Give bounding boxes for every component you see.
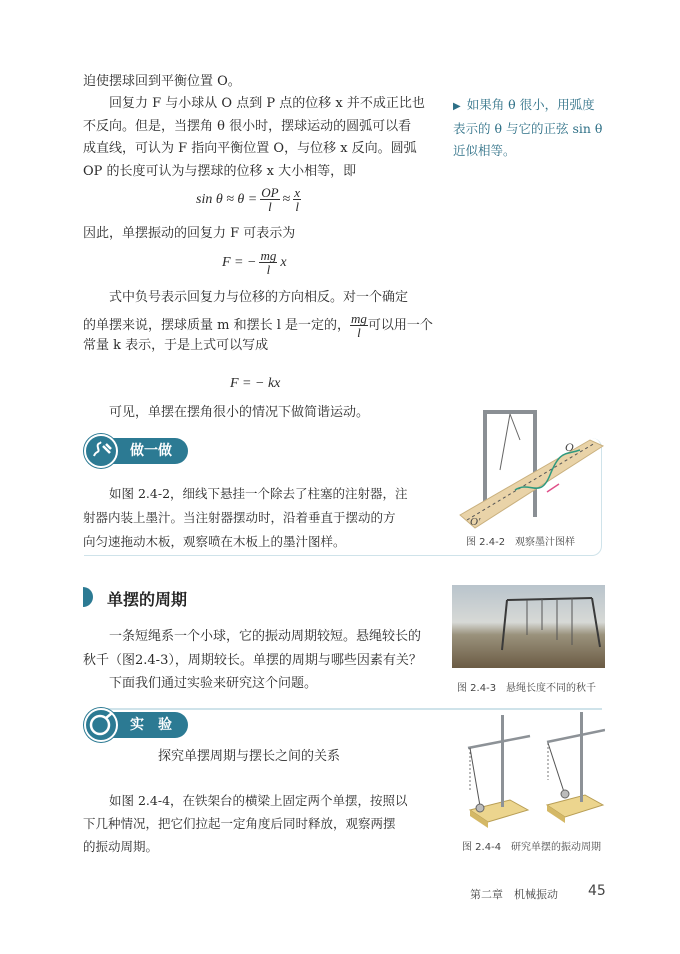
text-segment: 的单摆来说，摆球质量 m 和摆长 l 是一定的， — [83, 317, 351, 333]
section-heading: 单摆的周期 — [107, 590, 188, 609]
text-line: OP 的长度可认为与摆球的位移 x 大小相等，即 — [83, 164, 357, 179]
numerator: mg — [351, 311, 367, 326]
denominator: l — [295, 199, 299, 214]
note-line: 近似相等。 — [453, 143, 516, 158]
fraction — [259, 249, 277, 276]
denominator: l — [268, 199, 272, 214]
text-line: 射器内装上墨汁。当注射器摆动时，沿着垂直于摆动的方 — [83, 510, 396, 525]
text-line: 不反向。但是，当摆角 θ 很小时，摆球运动的圆弧可以看 — [83, 119, 412, 134]
chapter-label: 第二章 机械振动 — [470, 888, 558, 901]
approx-sign: ≈ — [282, 191, 291, 207]
text-line: 一条短绳系一个小球，它的振动周期较短。悬绳较长的 — [109, 629, 422, 644]
point-label-o: O — [565, 440, 574, 454]
text-line: 下面我们通过实验来研究这个问题。 — [109, 676, 318, 691]
magnifier-icon — [84, 708, 118, 742]
numerator: x — [294, 185, 301, 200]
fraction — [293, 186, 301, 213]
text-line: 向匀速拖动木板，观察喷在木板上的墨汁图样。 — [83, 534, 346, 549]
note-line: 表示的 θ 与它的正弦 sin θ — [453, 121, 603, 136]
text-line: 式中负号表示回复力与位移的方向相反。对一个确定 — [109, 290, 409, 305]
text-line: 如图 2.4-2，细线下悬挂一个除去了柱塞的注射器，注 — [109, 486, 408, 501]
text-line: 秋千（图2.4-3），周期较长。单摆的周期与哪些因素有关？ — [83, 653, 422, 668]
text-line: 常量 k 表示，于是上式可以写成 — [83, 338, 269, 353]
text-line: 因此，单摆振动的回复力 F 可表示为 — [83, 226, 296, 241]
two-pendulums-figure — [460, 710, 605, 835]
note-line: ▶ 如果角 θ 很小，用弧度 — [453, 97, 595, 112]
numerator: OP — [261, 185, 279, 200]
page-number: 45 — [588, 883, 606, 899]
triangle-marker-icon: ▶ — [453, 101, 461, 112]
figure-caption: 图 2.4-2 观察墨汁图样 — [466, 537, 576, 548]
activity-banner: 做一做 — [100, 438, 188, 464]
text-line: 的振动周期。 — [83, 839, 159, 854]
text-line: 迫使摆球回到平衡位置 O。 — [83, 74, 241, 89]
numerator: mg — [260, 248, 277, 263]
figure-caption: 图 2.4-4 研究单摆的振动周期 — [462, 842, 602, 853]
hand-hammer-icon — [84, 434, 118, 468]
eq-rhs: x — [280, 254, 287, 270]
text-line: 回复力 F 与小球从 O 点到 P 点的位移 x 并不成正比也 — [109, 96, 425, 111]
text-line: 成直线，可认为 F 指向平衡位置 O，与位移 x 反向。圆弧 — [83, 141, 417, 156]
eq-lhs: F = − — [222, 254, 257, 270]
equation-hooke: F = − kx — [230, 376, 281, 391]
section-marker-icon — [83, 587, 93, 607]
fraction — [260, 186, 279, 213]
text-segment: 可以用一个 — [367, 317, 433, 333]
margin-note — [453, 94, 633, 162]
equation-sin-approx — [196, 186, 301, 213]
equation-restoring-force — [222, 249, 287, 276]
eq-lhs: sin θ ≈ θ = — [196, 191, 258, 207]
denominator: l — [266, 262, 271, 277]
fraction — [350, 312, 368, 339]
swing-photo — [452, 585, 605, 668]
text-line: 可见，单摆在摆角很小的情况下做简谐运动。 — [109, 405, 370, 420]
text-line: 下几种情况，把它们拉起一定角度后同时释放，观察两摆 — [83, 816, 396, 831]
denominator: l — [357, 325, 361, 340]
text-line — [83, 312, 433, 339]
experiment-banner: 实 验 — [100, 712, 188, 738]
text-line: 如图 2.4-4，在铁架台的横梁上固定两个单摆，按照以 — [109, 793, 408, 808]
point-label-o-prime: O′ — [470, 516, 481, 528]
figure-caption: 图 2.4-3 悬绳长度不同的秋千 — [457, 683, 597, 694]
experiment-subtitle: 探究单摆周期与摆长之间的关系 — [158, 749, 341, 764]
